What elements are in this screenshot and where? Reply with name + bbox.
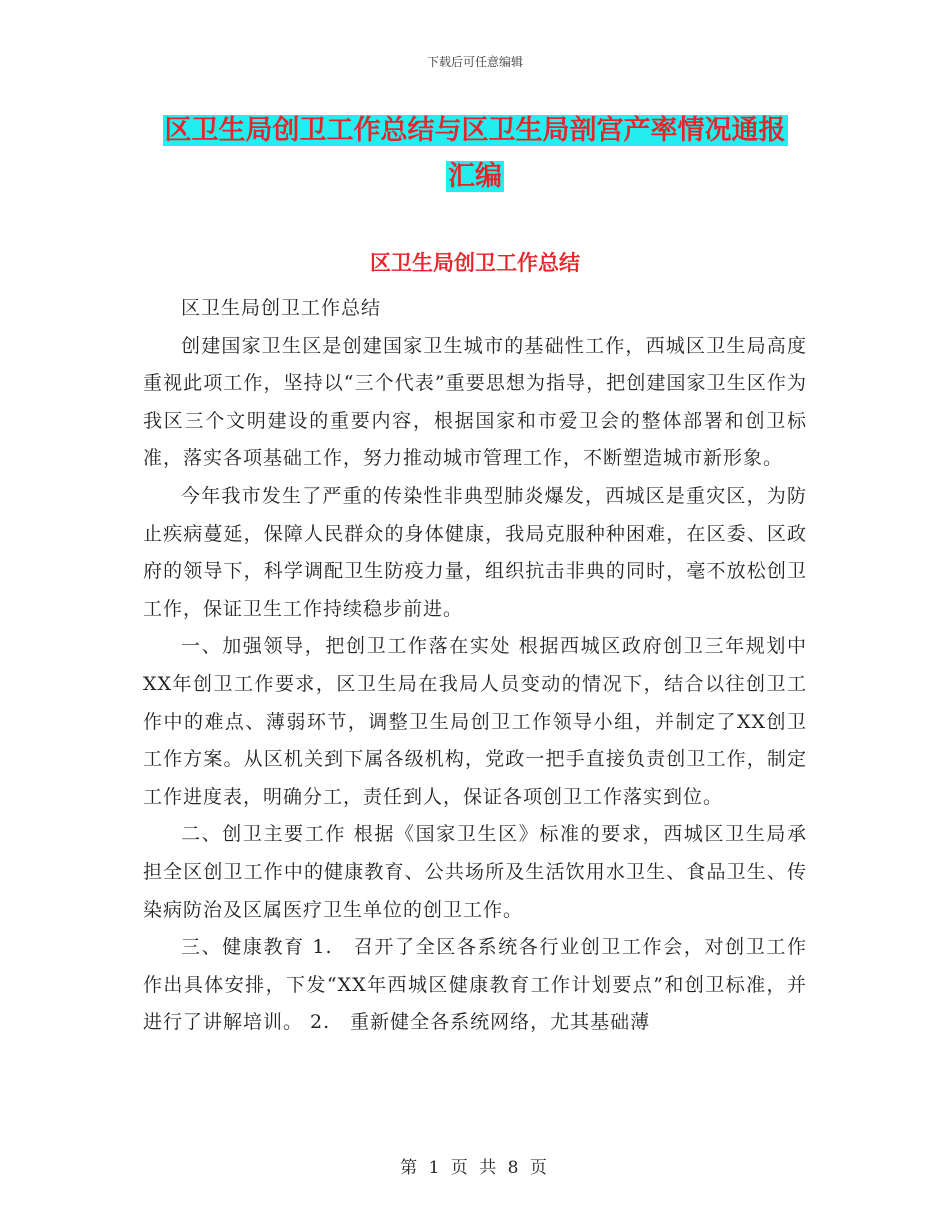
section-title: 区卫生局创卫工作总结	[370, 251, 580, 275]
body-paragraph: 一、加强领导，把创卫工作落在实处 根据西城区政府创卫三年规划中XX年创卫工作要求，区卫生局在我局人员变动的情况下，结合以往创卫工作中的难点、薄弱环节，调整卫生局创卫工作领导小组，并制定了XX创卫工作方案。从区机关到下属各级机构，党政一把手直接负责创卫工作，制定工作进度表，明确分工，责任到人，保证各项创卫工作落实到位。	[143, 635, 807, 808]
document-body	[143, 290, 807, 1042]
document-title-line-1: 区卫生局创卫工作总结与区卫生局剖宫产率情况通报	[164, 115, 786, 146]
body-paragraph: 区卫生局创卫工作总结	[181, 297, 382, 319]
page-footer-indicator: 第 1 页 共 8 页	[400, 1158, 550, 1178]
page-header-note: 下载后可任意编辑	[426, 55, 523, 69]
document-title	[0, 108, 950, 200]
document-title-line-2: 汇编	[448, 161, 502, 192]
body-paragraph: 创建国家卫生区是创建国家卫生城市的基础性工作，西城区卫生局高度重视此项工作，坚持以“三个代表”重要思想为指导，把创建国家卫生区作为我区三个文明建设的重要内容，根据国家和市爱卫会的整体部署和创卫标准，落实各项基础工作，努力推动城市管理工作，不断塑造城市新形象。	[143, 334, 807, 470]
body-paragraph: 三、健康教育 1. 召开了全区各系统各行业创卫工作会，对创卫工作作出具体安排，下发“XX年西城区健康教育工作计划要点”和创卫标准，并进行了讲解培训。 2. 重新健全各系统网络，尤其基础薄	[143, 936, 807, 1034]
body-paragraph: 今年我市发生了严重的传染性非典型肺炎爆发，西城区是重灾区，为防止疾病蔓延，保障人民群众的身体健康，我局克服种种困难，在区委、区政府的领导下，科学调配卫生防疫力量，组织抗击非典的同时，毫不放松创卫工作，保证卫生工作持续稳步前进。	[143, 484, 807, 620]
body-paragraph: 二、创卫主要工作 根据《国家卫生区》标准的要求，西城区卫生局承担全区创卫工作中的健康教育、公共场所及生活饮用水卫生、食品卫生、传染病防治及区属医疗卫生单位的创卫工作。	[143, 823, 807, 921]
